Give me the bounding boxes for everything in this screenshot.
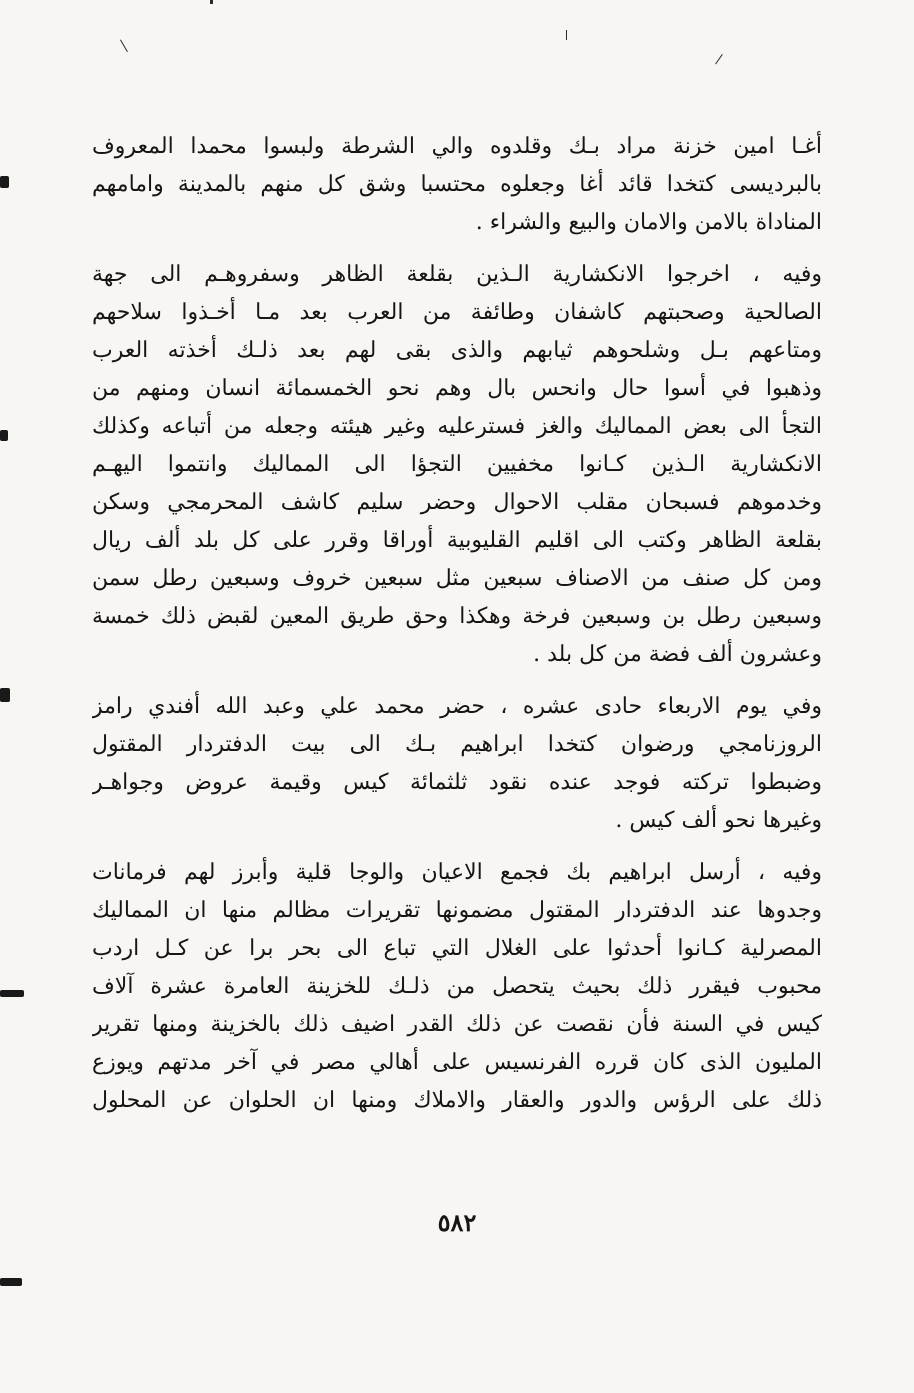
text-line: وذهبوا في أسوا حال وانحس بال وهم نحو الخمسمائة انسان ومنهم من	[92, 376, 822, 401]
text-line: وعشرون ألف فضة من كل بلد .	[533, 642, 822, 667]
text-line: وجدوها عند الدفتردار المقتول مضمونها تقريرات مظالم منها ان المماليك	[92, 898, 822, 923]
edge-mark	[0, 1278, 22, 1286]
text-line: وضبطوا تركته فوجد عنده نقود ثلثمائة كيس وقيمة عروض وجواهـر	[92, 770, 822, 795]
scratch	[715, 54, 723, 64]
scratch	[566, 30, 567, 40]
body-text	[92, 128, 822, 1120]
edge-mark	[0, 688, 10, 702]
text-line: وفي يوم الاربعاء حادى عشره ، حضر محمد علي وعبد الله أفندي رامز	[92, 694, 822, 719]
text-line: وخدموهم فسبحان مقلب الاحوال وحضر سليم كاشف المحرمجي وسكن	[92, 490, 822, 515]
text-line: أغـا امين خزنة مراد بـك وقلدوه والي الشرطة ولبسوا محمدا المعروف	[92, 134, 822, 159]
edge-mark	[0, 430, 8, 441]
text-line: الانكشارية الـذين كـانوا مخفيين التجؤا الى المماليك وانتموا اليهـم	[92, 452, 822, 477]
text-line: الصالحية وصحبتهم كاشفان وطائفة من العرب بعد مـا أخـذوا سلاحهم	[92, 300, 822, 325]
text-line: ومن كل صنف من الاصناف سبعين مثل سبعين خروف وسبعين رطل سمن	[92, 566, 822, 591]
text-line: المليون الذى كان قرره الفرنسيس على أهالي مصر في آخر مدتهم ويوزع	[92, 1050, 822, 1075]
scratch	[120, 40, 128, 53]
text-line: بقلعة الظاهر وكتب الى اقليم القليوبية أوراقا وقرر على كل بلد ألف ريال	[92, 528, 822, 553]
text-line: وسبعين رطل بن وسبعين فرخة وهكذا وحق طريق المعين لقبض ذلك خمسة	[92, 604, 822, 629]
text-line: الروزنامجي ورضوان كتخدا ابراهيم بـك الى بيت الدفتردار المقتول	[92, 732, 822, 757]
text-line: ذلك على الرؤس والدور والعقار والاملاك ومنها ان الحلوان عن المحلول	[92, 1088, 822, 1113]
text-line: وفيه ، أرسل ابراهيم بك فجمع الاعيان والوجا قلية وأبرز لهم فرمانات	[92, 860, 822, 885]
text-line: المناداة بالامن والامان والبيع والشراء .	[475, 210, 822, 235]
text-line: محبوب فيقرر ذلك بحيث يتحصل من ذلـك للخزينة العامرة عشرة آلاف	[92, 974, 822, 999]
text-line: وغيرها نحو ألف كيس .	[615, 808, 822, 833]
text-line: المصرلية كـانوا أحدثوا على الغلال التي تباع الى بحر برا عن كـل اردب	[92, 936, 822, 961]
edge-mark	[0, 176, 9, 188]
text-line: وفيه ، اخرجوا الانكشارية الـذين بقلعة الظاهر وسفروهـم الى جهة	[92, 262, 822, 287]
scratch	[210, 0, 213, 4]
text-line: كيس في السنة فأن نقصت عن ذلك القدر اضيف ذلك بالخزينة ومنها تقرير	[92, 1012, 822, 1037]
text-line: بالبرديسى كتخدا قائد أغا وجعلوه محتسبا وشق كل منهم بالمدينة وامامهم	[92, 172, 822, 197]
page-number: ٥٨٢	[437, 1208, 477, 1237]
edge-mark	[0, 990, 24, 997]
text-line: ومتاعهم بـل وشلحوهم ثيابهم والذى بقى لهم بعد ذلـك أخذته العرب	[92, 338, 822, 363]
text-line: التجأ الى بعض المماليك والغز فسترعليه وغير هيئته وجعله من أتباعه وكذلك	[92, 414, 822, 439]
